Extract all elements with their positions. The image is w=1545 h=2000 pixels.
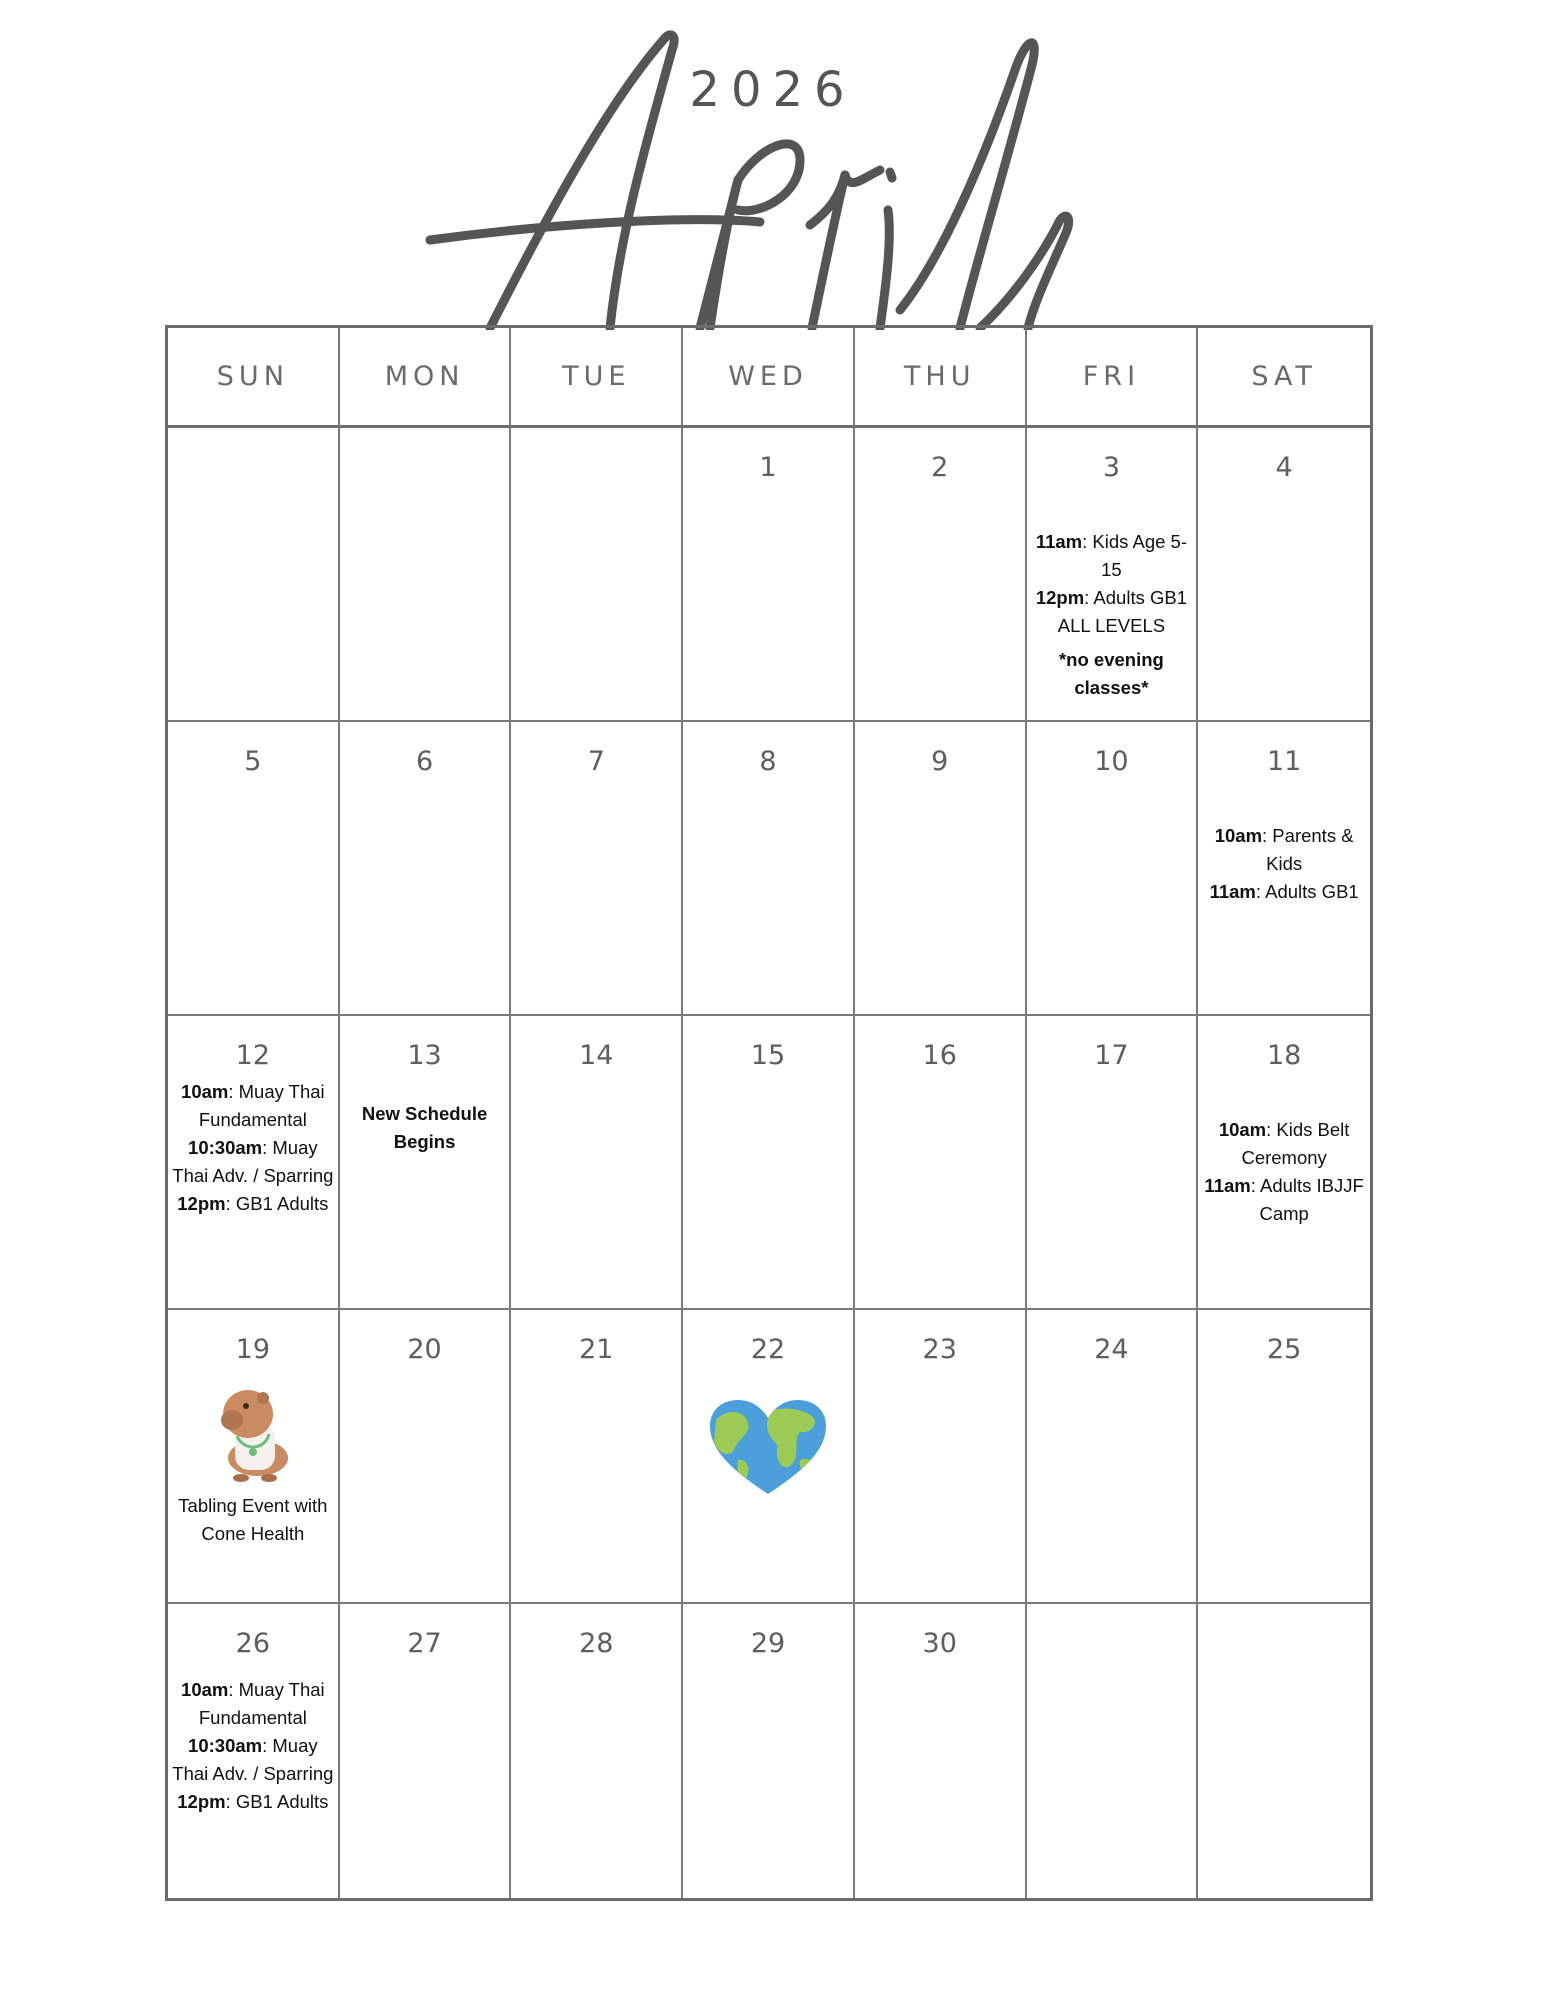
day-number: 3 bbox=[1102, 452, 1121, 483]
day-cell-5 bbox=[168, 722, 340, 1016]
event-time: 10am bbox=[1214, 825, 1263, 846]
day-number: 11 bbox=[1266, 746, 1302, 777]
day-cell-13 bbox=[340, 1016, 512, 1310]
event-line bbox=[172, 1676, 334, 1732]
day-number: 9 bbox=[931, 746, 949, 777]
day-cell-23 bbox=[855, 1310, 1027, 1604]
day-cell-16 bbox=[855, 1016, 1027, 1310]
day-cell-25 bbox=[1198, 1310, 1370, 1604]
calendar-header bbox=[0, 0, 1545, 330]
event-text: Tabling Event with Cone Health bbox=[178, 1495, 328, 1544]
event-text: : Muay Thai Fundamental bbox=[198, 1081, 325, 1130]
day-number: 20 bbox=[407, 1334, 442, 1365]
day-cell-empty bbox=[340, 428, 512, 722]
weekday-header-fri: FRI bbox=[1027, 328, 1199, 428]
event-line bbox=[1202, 822, 1366, 878]
event-text: : GB1 Adults bbox=[225, 1791, 329, 1812]
event-time: 10am bbox=[181, 1081, 229, 1102]
day-cell-10 bbox=[1027, 722, 1199, 1016]
day-number: 4 bbox=[1275, 452, 1293, 483]
event-time: 10am bbox=[181, 1679, 229, 1700]
event-time: 10:30am bbox=[188, 1735, 263, 1756]
day-cell-11 bbox=[1198, 722, 1370, 1016]
calendar-year: 2026 bbox=[689, 62, 856, 118]
day-number: 18 bbox=[1266, 1040, 1302, 1071]
day-cell-18 bbox=[1198, 1016, 1370, 1310]
event-line bbox=[1202, 1172, 1366, 1228]
event-text: : Muay Thai Fundamental bbox=[198, 1679, 325, 1728]
day-cell-empty bbox=[511, 428, 683, 722]
event-line bbox=[1202, 878, 1366, 906]
day-events bbox=[1031, 528, 1193, 702]
earth-heart-icon bbox=[708, 1398, 828, 1498]
day-cell-9 bbox=[855, 722, 1027, 1016]
event-text: : Kids Belt Ceremony bbox=[1241, 1119, 1350, 1168]
day-cell-30 bbox=[855, 1604, 1027, 1898]
day-cell-24 bbox=[1027, 1310, 1199, 1604]
day-number: 13 bbox=[407, 1040, 442, 1071]
event-line bbox=[172, 1190, 334, 1218]
event-line bbox=[1031, 584, 1193, 640]
day-number: 22 bbox=[750, 1334, 786, 1365]
calendar-grid bbox=[165, 325, 1373, 1901]
day-number: 19 bbox=[235, 1334, 271, 1365]
day-cell-15 bbox=[683, 1016, 855, 1310]
day-events bbox=[172, 1078, 334, 1218]
day-number: 8 bbox=[759, 746, 777, 777]
day-number: 6 bbox=[415, 746, 434, 777]
weekday-header-tue: TUE bbox=[511, 328, 683, 428]
weekday-header-wed: WED bbox=[683, 328, 855, 428]
event-text: : GB1 Adults bbox=[225, 1193, 329, 1214]
day-cell-7 bbox=[511, 722, 683, 1016]
event-note: New Schedule Begins bbox=[361, 1103, 488, 1152]
day-cell-empty bbox=[1027, 1604, 1199, 1898]
day-number: 24 bbox=[1094, 1334, 1129, 1365]
day-number: 23 bbox=[922, 1334, 957, 1365]
day-events bbox=[344, 1100, 506, 1156]
event-text: : Parents & Kids bbox=[1262, 825, 1354, 874]
event-line bbox=[1202, 1116, 1366, 1172]
day-number: 5 bbox=[244, 746, 262, 777]
event-time: 12pm bbox=[177, 1193, 226, 1214]
day-number: 21 bbox=[579, 1334, 614, 1365]
event-time: 10am bbox=[1218, 1119, 1267, 1140]
month-script-title bbox=[420, 10, 1140, 330]
day-cell-14 bbox=[511, 1016, 683, 1310]
day-events bbox=[1202, 1116, 1366, 1228]
day-number: 25 bbox=[1266, 1334, 1302, 1365]
day-number: 16 bbox=[922, 1040, 957, 1071]
day-cell-19 bbox=[168, 1310, 340, 1604]
event-text: : Muay Thai Adv. / Sparring bbox=[172, 1735, 334, 1784]
day-cell-20 bbox=[340, 1310, 512, 1604]
event-text: : Muay Thai Adv. / Sparring bbox=[172, 1137, 334, 1186]
day-cell-26 bbox=[168, 1604, 340, 1898]
day-number: 28 bbox=[579, 1628, 614, 1659]
capybara-doctor-icon bbox=[203, 1376, 303, 1486]
day-number: 15 bbox=[750, 1040, 786, 1071]
event-time: 12pm bbox=[177, 1791, 226, 1812]
event-line bbox=[172, 1732, 334, 1788]
day-events bbox=[172, 1492, 334, 1548]
day-cell-empty bbox=[1198, 1604, 1370, 1898]
weekday-header-thu: THU bbox=[855, 328, 1027, 428]
event-line bbox=[1031, 528, 1193, 584]
day-cell-empty bbox=[168, 428, 340, 722]
day-number: 12 bbox=[235, 1040, 271, 1071]
event-time: 11am bbox=[1204, 1175, 1251, 1196]
day-cell-4 bbox=[1198, 428, 1370, 722]
day-number: 30 bbox=[922, 1628, 957, 1659]
event-text: : Kids Age 5-15 bbox=[1082, 531, 1188, 580]
day-cell-28 bbox=[511, 1604, 683, 1898]
day-number: 27 bbox=[407, 1628, 442, 1659]
day-cell-1 bbox=[683, 428, 855, 722]
day-cell-22 bbox=[683, 1310, 855, 1604]
day-number: 2 bbox=[931, 452, 949, 483]
day-number: 14 bbox=[579, 1040, 614, 1071]
event-time: 10:30am bbox=[188, 1137, 263, 1158]
day-number: 7 bbox=[587, 746, 605, 777]
event-note: *no evening classes* bbox=[1058, 649, 1164, 698]
day-number: 17 bbox=[1094, 1040, 1129, 1071]
day-events bbox=[1202, 822, 1366, 906]
event-text: : Adults GB1 ALL LEVELS bbox=[1057, 587, 1187, 636]
day-number: 1 bbox=[759, 452, 777, 483]
weekday-header-mon: MON bbox=[340, 328, 512, 428]
day-cell-8 bbox=[683, 722, 855, 1016]
event-text: : Adults GB1 bbox=[1255, 881, 1359, 902]
event-time: 11am bbox=[1209, 881, 1256, 902]
day-number: 29 bbox=[750, 1628, 786, 1659]
day-cell-17 bbox=[1027, 1016, 1199, 1310]
weekday-header-sun: SUN bbox=[168, 328, 340, 428]
event-line bbox=[172, 1788, 334, 1816]
weekday-header-sat: SAT bbox=[1198, 328, 1370, 428]
event-time: 12pm bbox=[1035, 587, 1085, 608]
event-time: 11am bbox=[1035, 531, 1083, 552]
day-events bbox=[172, 1676, 334, 1816]
day-cell-29 bbox=[683, 1604, 855, 1898]
day-cell-12 bbox=[168, 1016, 340, 1310]
day-cell-27 bbox=[340, 1604, 512, 1898]
event-line bbox=[172, 1078, 334, 1134]
day-cell-2 bbox=[855, 428, 1027, 722]
event-line bbox=[172, 1134, 334, 1190]
day-number: 26 bbox=[235, 1628, 271, 1659]
day-number: 10 bbox=[1094, 746, 1129, 777]
day-cell-6 bbox=[340, 722, 512, 1016]
event-text: : Adults IBJJF Camp bbox=[1250, 1175, 1364, 1224]
day-cell-3 bbox=[1027, 428, 1199, 722]
day-cell-21 bbox=[511, 1310, 683, 1604]
